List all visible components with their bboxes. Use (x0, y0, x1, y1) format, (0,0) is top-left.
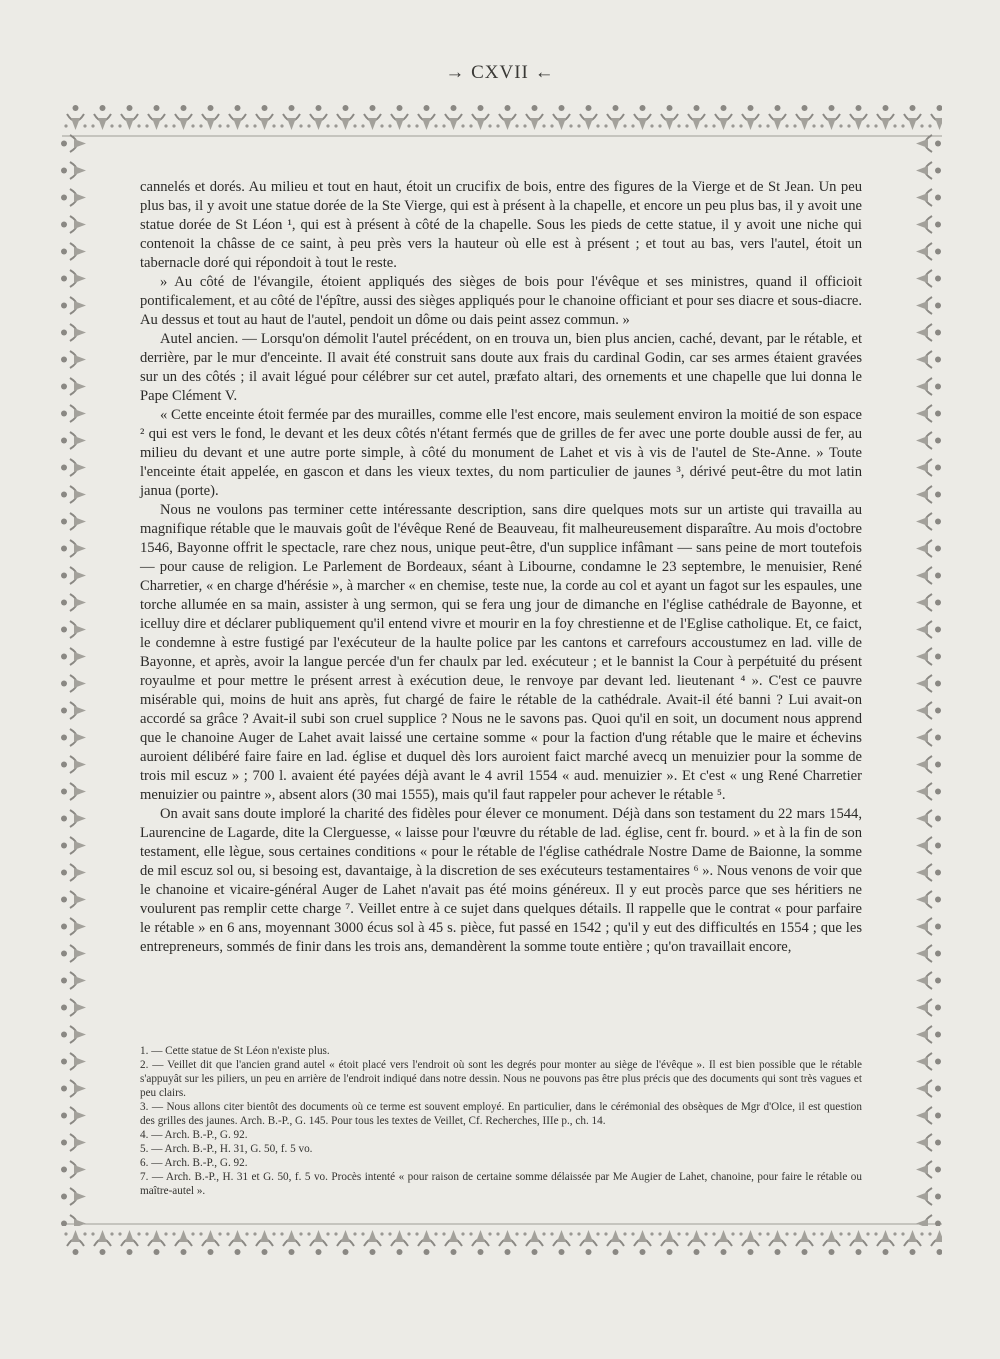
page-header (0, 62, 1000, 84)
footnote: 1. — Cette statue de St Léon n'existe plus. (140, 1045, 330, 1057)
footnote: 6. — Arch. B.-P., G. 92. (140, 1157, 248, 1169)
footnote: 5. — Arch. B.-P., H. 31, G. 50, f. 5 vo. (140, 1143, 313, 1155)
paragraph: » Au côté de l'évangile, étoient appliqués des sièges de bois pour l'évêque et ses ministres, quand il officioit pontificalement, et au côté de l'épître, aussi des sièges appliqués pour le chanoine officiant et pour ses diacre et sous-diacre. Au dessus et tout au haut de l'autel, pendoit un dôme ou dais peint assez commun. » (140, 274, 862, 328)
footnotes (140, 1044, 862, 1198)
arrow-right-icon: → (445, 62, 466, 83)
paragraph: cannelés et dorés. Au milieu et tout en haut, étoit un crucifix de bois, entre des figures de la Vierge et de St Jean. Un peu plus bas, il y avoit une statue dorée de la Ste Vierge, qui est à présent à la chapelle, et encore un peu plus bas, il y avoit une statue dorée de St Léon ¹, qui est à présent à côté de la chapelle. Sous les pieds de cette statue, il y avoit une niche qui contenoit la châsse de ce saint, à peu près vers la hauteur où elle est à présent ; et tout au bas, vers l'autel, étoit un tabernacle doré qui répondoit à tout le reste. (140, 179, 862, 271)
paragraph: On avait sans doute imploré la charité des fidèles pour élever ce monument. Déjà dans son testament du 22 mars 1544, Laurencine de Lagarde, dite la Clerguesse, « laisse pour l'œuvre du rétable de lad. église, cent fr. bourd. » et à la fin de son testament, elle lègue, sous certaines conditions « pour le rétable de l'église cathédrale Nostre Dame de Baionne, la somme de mil escuz sol ou, si besoing est, davantaige, à la discretion de ses exécuteurs testamentaires ⁶ ». Nous venons de voir que le chanoine et vicaire-général Auger de Lahet n'avait pas été moins généreux. Il y eut procès parce que ses héritiers ne voulurent pas remplir cette charge ⁷. Veillet entre à ce sujet dans quelques détails. Il rappelle que le contrat « pour parfaire le rétable » en 6 ans, moyennant 3000 écus sol à 45 s. pièce, fut passé en 1542 ; qu'il y eut des difficultés en 1554 ; que les entrepreneurs, sommés de finir dans les trois ans, demandèrent la somme toute entière ; qu'on travaillait encore, (140, 806, 862, 955)
footnote: 4. — Arch. B.-P., G. 92. (140, 1129, 248, 1141)
paragraph: Nous ne voulons pas terminer cette intéressante description, sans dire quelques mots sur un artiste qui travailla au magnifique rétable que le mauvais goût de l'évêque René de Beauveau, fit malheureusement disparaître. Au mois d'octobre 1546, Bayonne offrit le spectacle, rare chez nous, unique peut-être, d'un supplice infâmant — sans peine de mort toutefois — pour cause de religion. Le Parlement de Bordeaux, séant à Libourne, condamne le 23 septembre, le menuisier, René Charretier, « en charge d'hérésie », à marcher « en chemise, teste nue, la corde au col et ayant un fagot sur les espaules, une torche allumée en sa main, assister à ung sermon, qui se fera ung jour de dimanche en l'église cathédrale de Bayonne, et icelluy dire et déclarer publiquement qu'il entend vivre et mourir en la foy chrestienne et de l'Eglise catholique. Et, ce faict, le condemne à estre fustigé par l'exécuteur de la haulte police par les cantons et carrefours accoustumez en lad. ville de Bayonne, et après, avoir la langue percée d'un fer chaulx par led. exécuteur ; et le bannist la Cour à perpétuité du présent royaulme et pour mettre le présent arrest à exécution deue, le renvoye par devant led. lieutenant ⁴ ». C'est ce pauvre misérable qui, moins de huit ans après, fut chargé de faire le rétable de la cathédrale. Avait-il été banni ? Lui avait-on accordé sa grâce ? Avait-il subi son cruel supplice ? Nous ne le savons pas. Quoi qu'il en soit, un document nous apprend que le chanoine Auger de Lahet avait laissé une certaine somme « pour la faction d'ung rétable que le maire et échevins auroient délibéré faire faire en lad. église et duquel dès lors auroient faict marché avecq un menuizier pour la somme de trois mil escuz » ; 700 l. avaient été payées déjà avant le 4 avril 1554 « aud. menuizier ». Et c'est « ung René Charretier menuizier ou paintre », absent alors (30 mai 1555), mais qu'il faut rappeler pour achever le rétable ⁵. (140, 502, 862, 803)
main-text (140, 178, 862, 957)
paragraph: « Cette enceinte étoit fermée par des murailles, comme elle l'est encore, mais seulement environ la moitié de son espace ² qui est vers le fond, le devant et les deux côtés n'étant fermés que de grilles de fer avec une porte double aussi de fer, au milieu du devant et une autre porte simple, à côté du monument de Lahet et vis à vis de l'autel de Ste-Anne. » Toute l'enceinte était appelée, en gascon et dans les vieux textes, du nom particulier de jaunes ³, dérivé peut-être du mot latin janua (porte). (140, 407, 862, 499)
arrow-left-icon: ← (534, 62, 555, 83)
footnote: 2. — Veillet dit que l'ancien grand autel « étoit placé vers l'endroit où sont les degrés pour monter au siège de l'évêque ». Il est bien possible que le rétable s'appuyât sur les piliers, un peu en arrière de l'endroit indiqué dans notre dessin. Nous ne pouvons pas être plus précis que des documents qui sont très vagues et peu clairs. (140, 1059, 862, 1099)
footnote: 3. — Nous allons citer bientôt des documents où ce terme est souvent employé. En particulier, dans le cérémonial des obsèques de Mgr d'Olce, il est question des grilles des jaunes. Arch. B.-P., G. 145. Pour tous les textes de Veillet, Cf. Recherches, IIIe p., ch. 14. (140, 1101, 862, 1127)
footnote: 7. — Arch. B.-P., H. 31 et G. 50, f. 5 vo. Procès intenté « pour raison de certaine somme délaissée par Me Augier de Lahet, chanoine, pour faire le rétable ou maître-autel ». (140, 1171, 862, 1197)
page-number: CXVII (471, 62, 529, 83)
paragraph: Autel ancien. — Lorsqu'on démolit l'autel précédent, on en trouva un, bien plus ancien, caché, devant, par le rétable, et derrière, par le mur d'enceinte. Il avait été construit sans doute aux frais du cardinal Godin, car ses armes étaient gravées sur un des côtés ; il avait légué pour célébrer sur cet autel, præfato altari, des ornements et une chapelle que lui donna le Pape Clément V. (140, 331, 862, 404)
